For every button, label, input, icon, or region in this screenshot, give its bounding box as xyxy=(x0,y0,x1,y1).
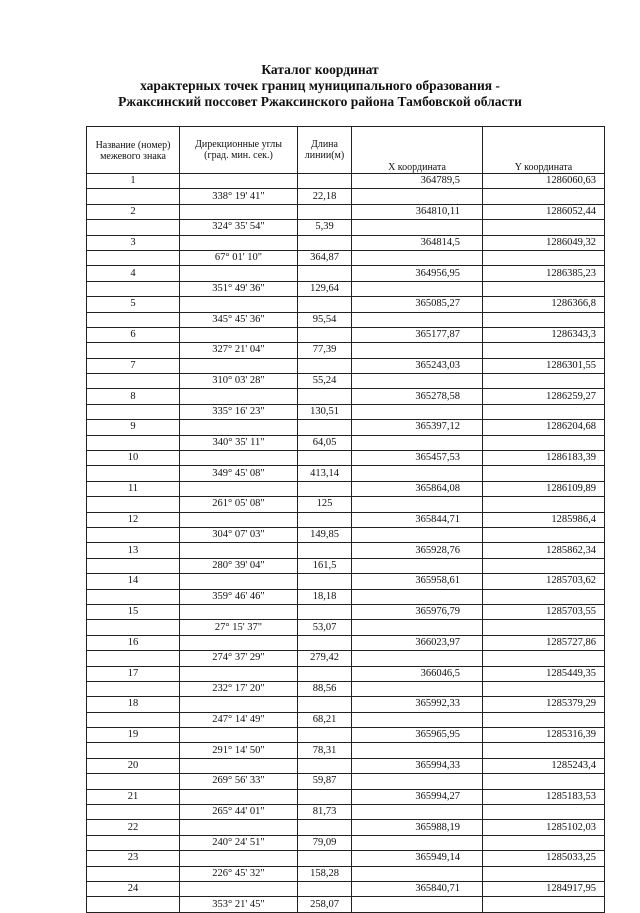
table-row-segment xyxy=(87,527,605,542)
segment-length: 68,21 xyxy=(298,712,352,727)
segment-length: 95,54 xyxy=(298,312,352,327)
empty-angle-cell xyxy=(180,697,298,712)
empty-length-cell xyxy=(298,204,352,219)
table-row-point xyxy=(87,389,605,404)
segment-direction-angle: 226° 45' 32" xyxy=(180,866,298,881)
segment-length: 77,39 xyxy=(298,343,352,358)
empty-length-cell xyxy=(298,481,352,496)
point-x-coordinate: 364814,5 xyxy=(352,235,483,250)
segment-direction-angle: 340° 35' 11" xyxy=(180,435,298,450)
table-header-row xyxy=(87,127,605,174)
segment-direction-angle: 247° 14' 49" xyxy=(180,712,298,727)
empty-length-cell xyxy=(298,604,352,619)
point-number: 18 xyxy=(87,697,180,712)
empty-x-cell xyxy=(352,712,483,727)
empty-x-cell xyxy=(352,681,483,696)
empty-length-cell xyxy=(298,389,352,404)
table-row-segment xyxy=(87,774,605,789)
header-name: Название (номер) межевого знака xyxy=(87,127,180,174)
point-y-coordinate: 1286343,3 xyxy=(483,327,605,342)
point-x-coordinate: 365988,19 xyxy=(352,820,483,835)
table-row-segment xyxy=(87,220,605,235)
empty-name-cell xyxy=(87,312,180,327)
empty-x-cell xyxy=(352,466,483,481)
segment-length: 125 xyxy=(298,497,352,512)
empty-y-cell xyxy=(483,774,605,789)
empty-y-cell xyxy=(483,189,605,204)
empty-y-cell xyxy=(483,250,605,265)
point-x-coordinate: 365965,95 xyxy=(352,728,483,743)
empty-length-cell xyxy=(298,420,352,435)
segment-direction-angle: 240° 24' 51" xyxy=(180,835,298,850)
table-row-segment xyxy=(87,651,605,666)
empty-y-cell xyxy=(483,835,605,850)
empty-length-cell xyxy=(298,820,352,835)
empty-name-cell xyxy=(87,835,180,850)
empty-length-cell xyxy=(298,728,352,743)
empty-y-cell xyxy=(483,343,605,358)
empty-y-cell xyxy=(483,866,605,881)
point-y-coordinate: 1285703,55 xyxy=(483,604,605,619)
empty-x-cell xyxy=(352,835,483,850)
table-row-point xyxy=(87,543,605,558)
point-y-coordinate: 1285449,35 xyxy=(483,666,605,681)
point-x-coordinate: 366046,5 xyxy=(352,666,483,681)
empty-length-cell xyxy=(298,451,352,466)
table-row-point xyxy=(87,728,605,743)
point-number: 13 xyxy=(87,543,180,558)
table-row-point xyxy=(87,851,605,866)
empty-name-cell xyxy=(87,651,180,666)
segment-length: 130,51 xyxy=(298,404,352,419)
point-number: 20 xyxy=(87,758,180,773)
table-row-segment xyxy=(87,466,605,481)
point-y-coordinate: 1286183,39 xyxy=(483,451,605,466)
point-y-coordinate: 1285727,86 xyxy=(483,635,605,650)
point-number: 10 xyxy=(87,451,180,466)
empty-x-cell xyxy=(352,343,483,358)
point-x-coordinate: 365994,27 xyxy=(352,789,483,804)
table-row-point xyxy=(87,512,605,527)
empty-name-cell xyxy=(87,189,180,204)
empty-y-cell xyxy=(483,743,605,758)
title-line-1: Каталог координат xyxy=(261,62,379,77)
empty-angle-cell xyxy=(180,266,298,281)
empty-name-cell xyxy=(87,527,180,542)
point-x-coordinate: 365177,87 xyxy=(352,327,483,342)
table-row-segment xyxy=(87,404,605,419)
table-row-segment xyxy=(87,374,605,389)
point-number: 23 xyxy=(87,851,180,866)
empty-angle-cell xyxy=(180,851,298,866)
table-row-segment xyxy=(87,497,605,512)
empty-x-cell xyxy=(352,651,483,666)
empty-angle-cell xyxy=(180,635,298,650)
empty-length-cell xyxy=(298,697,352,712)
empty-x-cell xyxy=(352,805,483,820)
point-y-coordinate: 1286109,89 xyxy=(483,481,605,496)
segment-length: 149,85 xyxy=(298,527,352,542)
empty-y-cell xyxy=(483,805,605,820)
table-row-segment xyxy=(87,558,605,573)
point-number: 12 xyxy=(87,512,180,527)
empty-y-cell xyxy=(483,374,605,389)
title-line-3: Ржаксинский поссовет Ржаксинского района Тамбовской области xyxy=(118,94,522,109)
empty-y-cell xyxy=(483,435,605,450)
empty-y-cell xyxy=(483,404,605,419)
empty-length-cell xyxy=(298,635,352,650)
table-row-segment xyxy=(87,743,605,758)
table-row-point xyxy=(87,266,605,281)
table-row-segment xyxy=(87,343,605,358)
empty-length-cell xyxy=(298,543,352,558)
empty-angle-cell xyxy=(180,604,298,619)
table-row-segment xyxy=(87,281,605,296)
segment-direction-angle: 27° 15' 37" xyxy=(180,620,298,635)
segment-direction-angle: 261° 05' 08" xyxy=(180,497,298,512)
segment-length: 88,56 xyxy=(298,681,352,696)
empty-angle-cell xyxy=(180,789,298,804)
segment-length: 258,07 xyxy=(298,897,352,912)
table-row-segment xyxy=(87,805,605,820)
empty-name-cell xyxy=(87,250,180,265)
empty-angle-cell xyxy=(180,512,298,527)
empty-angle-cell xyxy=(180,174,298,189)
segment-direction-angle: 349° 45' 08" xyxy=(180,466,298,481)
empty-angle-cell xyxy=(180,758,298,773)
empty-name-cell xyxy=(87,712,180,727)
empty-x-cell xyxy=(352,435,483,450)
segment-length: 161,5 xyxy=(298,558,352,573)
point-x-coordinate: 365840,71 xyxy=(352,881,483,896)
table-row-point xyxy=(87,235,605,250)
table-row-segment xyxy=(87,189,605,204)
empty-y-cell xyxy=(483,589,605,604)
point-x-coordinate: 365844,71 xyxy=(352,512,483,527)
table-row-point xyxy=(87,204,605,219)
empty-angle-cell xyxy=(180,389,298,404)
empty-y-cell xyxy=(483,681,605,696)
empty-x-cell xyxy=(352,220,483,235)
table-row-point xyxy=(87,820,605,835)
segment-length: 413,14 xyxy=(298,466,352,481)
empty-y-cell xyxy=(483,651,605,666)
empty-name-cell xyxy=(87,466,180,481)
point-x-coordinate: 365397,12 xyxy=(352,420,483,435)
empty-angle-cell xyxy=(180,297,298,312)
point-y-coordinate: 1285379,29 xyxy=(483,697,605,712)
segment-direction-angle: 67° 01' 10" xyxy=(180,250,298,265)
point-x-coordinate: 365992,33 xyxy=(352,697,483,712)
empty-y-cell xyxy=(483,220,605,235)
segment-direction-angle: 359° 46' 46" xyxy=(180,589,298,604)
table-row-segment xyxy=(87,712,605,727)
header-length: Длина линии(м) xyxy=(298,127,352,174)
segment-length: 55,24 xyxy=(298,374,352,389)
empty-angle-cell xyxy=(180,666,298,681)
point-y-coordinate: 1286204,68 xyxy=(483,420,605,435)
empty-angle-cell xyxy=(180,451,298,466)
table-row-point xyxy=(87,697,605,712)
segment-direction-angle: 345° 45' 36" xyxy=(180,312,298,327)
table-row-point xyxy=(87,789,605,804)
point-x-coordinate: 365994,33 xyxy=(352,758,483,773)
table-row-point xyxy=(87,604,605,619)
table-row-point xyxy=(87,758,605,773)
point-number: 21 xyxy=(87,789,180,804)
point-y-coordinate: 1286366,8 xyxy=(483,297,605,312)
point-number: 22 xyxy=(87,820,180,835)
empty-length-cell xyxy=(298,758,352,773)
segment-length: 79,09 xyxy=(298,835,352,850)
point-y-coordinate: 1285862,34 xyxy=(483,543,605,558)
empty-angle-cell xyxy=(180,574,298,589)
empty-x-cell xyxy=(352,281,483,296)
point-x-coordinate: 364789,5 xyxy=(352,174,483,189)
point-number: 8 xyxy=(87,389,180,404)
header-x: X координата xyxy=(352,127,483,174)
table-row-point xyxy=(87,666,605,681)
empty-name-cell xyxy=(87,681,180,696)
empty-length-cell xyxy=(298,174,352,189)
point-number: 24 xyxy=(87,881,180,896)
point-x-coordinate: 366023,97 xyxy=(352,635,483,650)
empty-angle-cell xyxy=(180,358,298,373)
point-x-coordinate: 364810,11 xyxy=(352,204,483,219)
segment-length: 18,18 xyxy=(298,589,352,604)
empty-length-cell xyxy=(298,851,352,866)
point-y-coordinate: 1285183,53 xyxy=(483,789,605,804)
empty-length-cell xyxy=(298,358,352,373)
segment-direction-angle: 327° 21' 04" xyxy=(180,343,298,358)
segment-length: 53,07 xyxy=(298,620,352,635)
empty-length-cell xyxy=(298,297,352,312)
table-row-segment xyxy=(87,866,605,881)
empty-x-cell xyxy=(352,558,483,573)
empty-length-cell xyxy=(298,574,352,589)
point-number: 3 xyxy=(87,235,180,250)
point-y-coordinate: 1286385,23 xyxy=(483,266,605,281)
point-number: 6 xyxy=(87,327,180,342)
point-y-coordinate: 1285243,4 xyxy=(483,758,605,773)
point-number: 19 xyxy=(87,728,180,743)
segment-direction-angle: 304° 07' 03" xyxy=(180,527,298,542)
empty-x-cell xyxy=(352,374,483,389)
table-row-point xyxy=(87,451,605,466)
empty-x-cell xyxy=(352,589,483,604)
empty-name-cell xyxy=(87,374,180,389)
point-number: 17 xyxy=(87,666,180,681)
empty-y-cell xyxy=(483,558,605,573)
point-number: 16 xyxy=(87,635,180,650)
empty-x-cell xyxy=(352,250,483,265)
table-row-segment xyxy=(87,681,605,696)
point-y-coordinate: 1286301,55 xyxy=(483,358,605,373)
table-row-segment xyxy=(87,250,605,265)
empty-name-cell xyxy=(87,589,180,604)
empty-name-cell xyxy=(87,866,180,881)
point-x-coordinate: 365864,08 xyxy=(352,481,483,496)
empty-length-cell xyxy=(298,512,352,527)
point-number: 7 xyxy=(87,358,180,373)
coordinates-table xyxy=(86,126,605,913)
table-row-segment xyxy=(87,620,605,635)
empty-x-cell xyxy=(352,497,483,512)
empty-y-cell xyxy=(483,620,605,635)
empty-y-cell xyxy=(483,497,605,512)
point-y-coordinate: 1286060,63 xyxy=(483,174,605,189)
empty-x-cell xyxy=(352,620,483,635)
point-y-coordinate: 1286052,44 xyxy=(483,204,605,219)
empty-name-cell xyxy=(87,558,180,573)
empty-x-cell xyxy=(352,527,483,542)
empty-length-cell xyxy=(298,266,352,281)
empty-angle-cell xyxy=(180,881,298,896)
point-x-coordinate: 365976,79 xyxy=(352,604,483,619)
segment-length: 64,05 xyxy=(298,435,352,450)
empty-angle-cell xyxy=(180,543,298,558)
empty-name-cell xyxy=(87,435,180,450)
empty-name-cell xyxy=(87,343,180,358)
table-row-point xyxy=(87,881,605,896)
table-row-point xyxy=(87,420,605,435)
empty-length-cell xyxy=(298,235,352,250)
empty-angle-cell xyxy=(180,327,298,342)
empty-x-cell xyxy=(352,774,483,789)
point-y-coordinate: 1285986,4 xyxy=(483,512,605,527)
empty-x-cell xyxy=(352,189,483,204)
segment-direction-angle: 274° 37' 29" xyxy=(180,651,298,666)
point-y-coordinate: 1285102,03 xyxy=(483,820,605,835)
empty-name-cell xyxy=(87,774,180,789)
empty-angle-cell xyxy=(180,820,298,835)
empty-name-cell xyxy=(87,281,180,296)
empty-length-cell xyxy=(298,789,352,804)
segment-direction-angle: 338° 19' 41" xyxy=(180,189,298,204)
empty-y-cell xyxy=(483,527,605,542)
table-row-point xyxy=(87,574,605,589)
empty-x-cell xyxy=(352,866,483,881)
segment-direction-angle: 265° 44' 01" xyxy=(180,805,298,820)
table-row-segment xyxy=(87,312,605,327)
segment-direction-angle: 353° 21' 45" xyxy=(180,897,298,912)
point-y-coordinate: 1285033,25 xyxy=(483,851,605,866)
point-number: 14 xyxy=(87,574,180,589)
point-x-coordinate: 365085,27 xyxy=(352,297,483,312)
segment-direction-angle: 280° 39' 04" xyxy=(180,558,298,573)
point-number: 9 xyxy=(87,420,180,435)
point-number: 15 xyxy=(87,604,180,619)
segment-direction-angle: 269° 56' 33" xyxy=(180,774,298,789)
empty-angle-cell xyxy=(180,728,298,743)
empty-y-cell xyxy=(483,466,605,481)
empty-x-cell xyxy=(352,312,483,327)
point-y-coordinate: 1284917,95 xyxy=(483,881,605,896)
table-row-point xyxy=(87,635,605,650)
table-row-segment xyxy=(87,589,605,604)
title-line-2: характерных точек границ муниципального образования - xyxy=(140,78,500,93)
segment-direction-angle: 324° 35' 54" xyxy=(180,220,298,235)
empty-length-cell xyxy=(298,881,352,896)
segment-length: 59,87 xyxy=(298,774,352,789)
point-number: 4 xyxy=(87,266,180,281)
point-number: 2 xyxy=(87,204,180,219)
empty-name-cell xyxy=(87,743,180,758)
segment-length: 22,18 xyxy=(298,189,352,204)
empty-y-cell xyxy=(483,712,605,727)
table-row-point xyxy=(87,327,605,342)
table-row-point xyxy=(87,297,605,312)
segment-direction-angle: 335° 16' 23" xyxy=(180,404,298,419)
segment-direction-angle: 310° 03' 28" xyxy=(180,374,298,389)
empty-x-cell xyxy=(352,743,483,758)
header-angle: Дирекционные углы (град. мин. сек.) xyxy=(180,127,298,174)
empty-angle-cell xyxy=(180,420,298,435)
table-row-point xyxy=(87,358,605,373)
segment-length: 364,87 xyxy=(298,250,352,265)
point-x-coordinate: 365949,14 xyxy=(352,851,483,866)
point-number: 1 xyxy=(87,174,180,189)
point-y-coordinate: 1286259,27 xyxy=(483,389,605,404)
empty-angle-cell xyxy=(180,204,298,219)
segment-length: 78,31 xyxy=(298,743,352,758)
empty-y-cell xyxy=(483,281,605,296)
table-body xyxy=(87,174,605,913)
point-y-coordinate: 1285703,62 xyxy=(483,574,605,589)
empty-x-cell xyxy=(352,404,483,419)
empty-name-cell xyxy=(87,220,180,235)
empty-name-cell xyxy=(87,805,180,820)
point-x-coordinate: 365278,58 xyxy=(352,389,483,404)
point-x-coordinate: 365457,53 xyxy=(352,451,483,466)
segment-length: 5,39 xyxy=(298,220,352,235)
table-row-point xyxy=(87,481,605,496)
empty-angle-cell xyxy=(180,235,298,250)
segment-direction-angle: 232° 17' 20" xyxy=(180,681,298,696)
empty-name-cell xyxy=(87,620,180,635)
empty-name-cell xyxy=(87,497,180,512)
point-number: 11 xyxy=(87,481,180,496)
segment-length: 279,42 xyxy=(298,651,352,666)
table-row-segment xyxy=(87,435,605,450)
table-row-point xyxy=(87,174,605,189)
segment-length: 158,28 xyxy=(298,866,352,881)
segment-length: 129,64 xyxy=(298,281,352,296)
segment-length: 81,73 xyxy=(298,805,352,820)
segment-direction-angle: 291° 14' 50" xyxy=(180,743,298,758)
segment-direction-angle: 351° 49' 36" xyxy=(180,281,298,296)
point-number: 5 xyxy=(87,297,180,312)
point-y-coordinate: 1285316,39 xyxy=(483,728,605,743)
point-x-coordinate: 365243,03 xyxy=(352,358,483,373)
point-x-coordinate: 364956,95 xyxy=(352,266,483,281)
empty-length-cell xyxy=(298,666,352,681)
empty-name-cell xyxy=(87,404,180,419)
empty-length-cell xyxy=(298,327,352,342)
document-title xyxy=(0,62,640,110)
point-y-coordinate: 1286049,32 xyxy=(483,235,605,250)
point-x-coordinate: 365958,61 xyxy=(352,574,483,589)
empty-angle-cell xyxy=(180,481,298,496)
empty-y-cell xyxy=(483,312,605,327)
table-row-segment xyxy=(87,835,605,850)
point-x-coordinate: 365928,76 xyxy=(352,543,483,558)
header-y: Y координата xyxy=(483,127,605,174)
